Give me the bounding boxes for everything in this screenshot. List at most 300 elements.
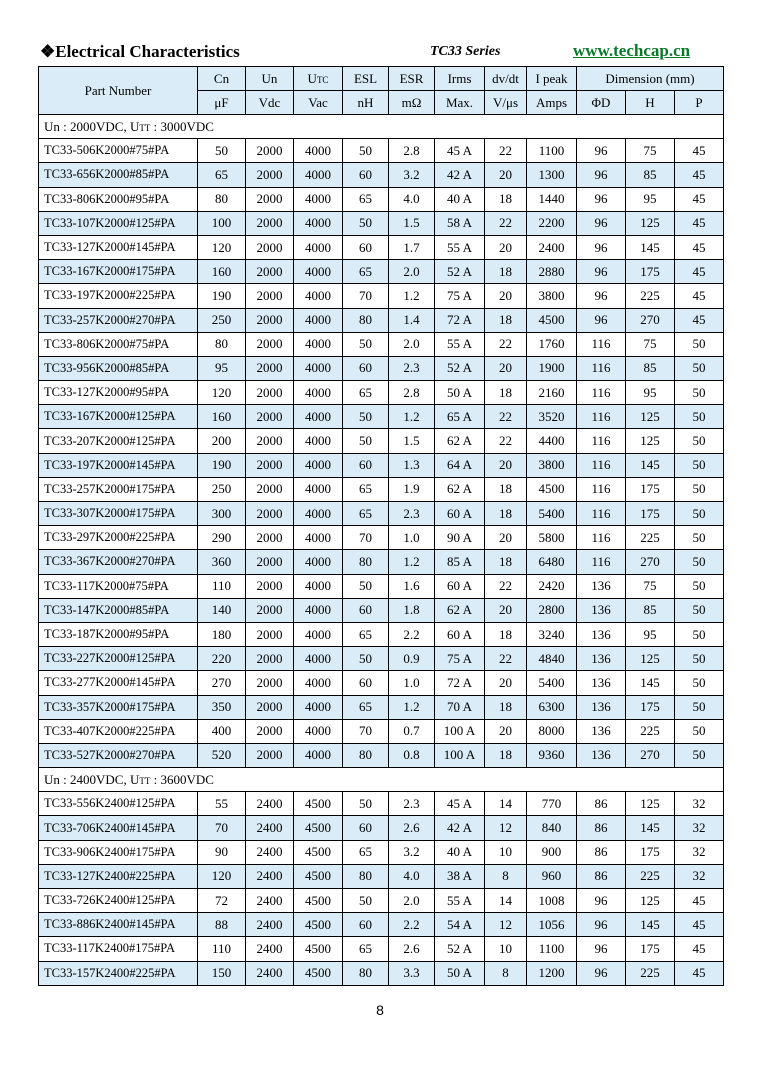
cell-cn: 120: [198, 864, 246, 888]
cell-cn: 160: [198, 405, 246, 429]
table-row: [39, 332, 724, 356]
cell-part-number: TC33-307K2000#175#PA: [39, 502, 198, 526]
cell-diameter: 96: [577, 211, 626, 235]
cell-part-number: TC33-706K2400#145#PA: [39, 816, 198, 840]
cell-utc: 4000: [294, 308, 343, 332]
cell-irms: 50 A: [435, 961, 485, 985]
cell-part-number: TC33-277K2000#145#PA: [39, 671, 198, 695]
unit-irms: Max.: [435, 91, 485, 115]
series-name: TC33 Series: [430, 44, 501, 59]
cell-irms: 72 A: [435, 671, 485, 695]
cell-irms: 52 A: [435, 937, 485, 961]
cell-esl: 50: [343, 405, 389, 429]
cell-esr: 3.2: [389, 840, 435, 864]
cell-un: 2000: [246, 429, 294, 453]
cell-diameter: 96: [577, 937, 626, 961]
cell-un: 2000: [246, 550, 294, 574]
cell-esr: 1.2: [389, 405, 435, 429]
cell-un: 2000: [246, 139, 294, 163]
cell-esl: 60: [343, 235, 389, 259]
table-row: [39, 816, 724, 840]
cell-esr: 1.4: [389, 308, 435, 332]
cell-utc: 4000: [294, 550, 343, 574]
unit-utc: Vac: [294, 91, 343, 115]
cell-esl: 50: [343, 139, 389, 163]
cell-esl: 65: [343, 381, 389, 405]
cell-diameter: 86: [577, 864, 626, 888]
cell-utc: 4000: [294, 284, 343, 308]
cell-part-number: TC33-806K2000#95#PA: [39, 187, 198, 211]
cell-cn: 80: [198, 332, 246, 356]
table-row: [39, 235, 724, 259]
cell-esl: 65: [343, 187, 389, 211]
cell-height: 175: [626, 695, 675, 719]
cell-dvdt: 20: [485, 284, 527, 308]
cell-pitch: 45: [675, 889, 724, 913]
cell-utc: 4000: [294, 381, 343, 405]
cell-utc: 4000: [294, 332, 343, 356]
cell-utc: 4000: [294, 526, 343, 550]
col-dimension: Dimension (mm): [577, 67, 724, 91]
cell-part-number: TC33-227K2000#125#PA: [39, 647, 198, 671]
cell-irms: 54 A: [435, 913, 485, 937]
cell-utc: 4000: [294, 356, 343, 380]
table-body: [39, 115, 724, 986]
cell-un: 2000: [246, 356, 294, 380]
cell-esl: 60: [343, 356, 389, 380]
cell-pitch: 32: [675, 816, 724, 840]
cell-part-number: TC33-726K2400#125#PA: [39, 889, 198, 913]
cell-esl: 50: [343, 429, 389, 453]
cell-ipeak: 3800: [527, 284, 577, 308]
cell-diameter: 116: [577, 405, 626, 429]
cell-part-number: TC33-527K2000#270#PA: [39, 743, 198, 767]
cell-diameter: 116: [577, 502, 626, 526]
cell-pitch: 45: [675, 284, 724, 308]
cell-irms: 64 A: [435, 453, 485, 477]
cell-diameter: 116: [577, 477, 626, 501]
electrical-characteristics-table: [38, 66, 724, 986]
cell-pitch: 50: [675, 695, 724, 719]
group-header-row: [39, 115, 724, 139]
cell-height: 145: [626, 453, 675, 477]
cell-dvdt: 20: [485, 453, 527, 477]
cell-irms: 65 A: [435, 405, 485, 429]
cell-dvdt: 14: [485, 792, 527, 816]
cell-irms: 62 A: [435, 477, 485, 501]
cell-utc: 4000: [294, 622, 343, 646]
cell-diameter: 116: [577, 453, 626, 477]
cell-height: 175: [626, 840, 675, 864]
cell-esr: 1.7: [389, 235, 435, 259]
cell-esl: 50: [343, 574, 389, 598]
cell-utc: 4500: [294, 816, 343, 840]
cell-ipeak: 1440: [527, 187, 577, 211]
cell-pitch: 45: [675, 235, 724, 259]
cell-dvdt: 20: [485, 671, 527, 695]
unit-ipeak: Amps: [527, 91, 577, 115]
cell-cn: 250: [198, 308, 246, 332]
cell-part-number: TC33-117K2400#175#PA: [39, 937, 198, 961]
cell-esr: 2.3: [389, 502, 435, 526]
cell-ipeak: 900: [527, 840, 577, 864]
cell-dvdt: 18: [485, 622, 527, 646]
cell-height: 125: [626, 405, 675, 429]
cell-pitch: 32: [675, 864, 724, 888]
cell-diameter: 86: [577, 840, 626, 864]
cell-un: 2000: [246, 647, 294, 671]
cell-diameter: 116: [577, 550, 626, 574]
cell-pitch: 50: [675, 550, 724, 574]
cell-cn: 90: [198, 840, 246, 864]
cell-utc: 4000: [294, 429, 343, 453]
cell-esr: 2.0: [389, 332, 435, 356]
cell-cn: 190: [198, 453, 246, 477]
section-title: ❖Electrical Characteristics: [40, 42, 240, 61]
table-row: [39, 163, 724, 187]
cell-esr: 1.2: [389, 284, 435, 308]
cell-ipeak: 9360: [527, 743, 577, 767]
cell-cn: 290: [198, 526, 246, 550]
table-row: [39, 622, 724, 646]
cell-dvdt: 22: [485, 405, 527, 429]
cell-ipeak: 3520: [527, 405, 577, 429]
cell-utc: 4000: [294, 671, 343, 695]
cell-un: 2400: [246, 792, 294, 816]
col-esr: ESR: [389, 67, 435, 91]
unit-dvdt: V/μs: [485, 91, 527, 115]
cell-esl: 70: [343, 284, 389, 308]
cell-un: 2400: [246, 816, 294, 840]
cell-utc: 4000: [294, 502, 343, 526]
cell-ipeak: 3240: [527, 622, 577, 646]
cell-un: 2400: [246, 961, 294, 985]
cell-part-number: TC33-656K2000#85#PA: [39, 163, 198, 187]
cell-ipeak: 6300: [527, 695, 577, 719]
cell-height: 95: [626, 187, 675, 211]
cell-esr: 2.2: [389, 622, 435, 646]
table-row: [39, 647, 724, 671]
cell-dvdt: 18: [485, 187, 527, 211]
cell-pitch: 50: [675, 526, 724, 550]
cell-height: 125: [626, 429, 675, 453]
cell-esl: 80: [343, 961, 389, 985]
cell-dvdt: 20: [485, 235, 527, 259]
cell-cn: 55: [198, 792, 246, 816]
cell-un: 2000: [246, 284, 294, 308]
cell-cn: 200: [198, 429, 246, 453]
cell-pitch: 50: [675, 719, 724, 743]
table-row: [39, 840, 724, 864]
table-row: [39, 937, 724, 961]
cell-height: 75: [626, 139, 675, 163]
cell-diameter: 136: [577, 574, 626, 598]
cell-utc: 4000: [294, 743, 343, 767]
cell-irms: 72 A: [435, 308, 485, 332]
cell-pitch: 45: [675, 187, 724, 211]
cell-cn: 65: [198, 163, 246, 187]
cell-cn: 250: [198, 477, 246, 501]
cell-utc: 4000: [294, 139, 343, 163]
cell-dvdt: 18: [485, 381, 527, 405]
cell-ipeak: 2800: [527, 598, 577, 622]
group-label: Un : 2400VDC, UTT : 3600VDC: [39, 768, 724, 792]
cell-irms: 100 A: [435, 719, 485, 743]
cell-height: 85: [626, 598, 675, 622]
cell-esr: 1.2: [389, 550, 435, 574]
cell-esl: 80: [343, 308, 389, 332]
unit-diameter: ΦD: [577, 91, 626, 115]
cell-un: 2000: [246, 719, 294, 743]
cell-un: 2000: [246, 405, 294, 429]
col-ipeak: I peak: [527, 67, 577, 91]
cell-un: 2000: [246, 502, 294, 526]
cell-un: 2400: [246, 937, 294, 961]
cell-dvdt: 20: [485, 356, 527, 380]
cell-height: 145: [626, 671, 675, 695]
cell-utc: 4500: [294, 792, 343, 816]
cell-pitch: 50: [675, 477, 724, 501]
unit-un: Vdc: [246, 91, 294, 115]
table-row: [39, 502, 724, 526]
unit-height: H: [626, 91, 675, 115]
cell-height: 125: [626, 647, 675, 671]
cell-esr: 1.0: [389, 526, 435, 550]
cell-irms: 52 A: [435, 260, 485, 284]
cell-cn: 80: [198, 187, 246, 211]
cell-esl: 65: [343, 695, 389, 719]
cell-part-number: TC33-167K2000#125#PA: [39, 405, 198, 429]
group-header-row: [39, 768, 724, 792]
cell-part-number: TC33-886K2400#145#PA: [39, 913, 198, 937]
cell-utc: 4000: [294, 598, 343, 622]
cell-cn: 95: [198, 356, 246, 380]
cell-part-number: TC33-357K2000#175#PA: [39, 695, 198, 719]
cell-height: 225: [626, 284, 675, 308]
table-row: [39, 574, 724, 598]
cell-height: 85: [626, 356, 675, 380]
cell-ipeak: 4500: [527, 308, 577, 332]
cell-ipeak: 1008: [527, 889, 577, 913]
cell-cn: 88: [198, 913, 246, 937]
cell-dvdt: 18: [485, 502, 527, 526]
cell-esr: 2.6: [389, 937, 435, 961]
cell-cn: 100: [198, 211, 246, 235]
cell-diameter: 136: [577, 598, 626, 622]
cell-ipeak: 1760: [527, 332, 577, 356]
cell-cn: 350: [198, 695, 246, 719]
cell-diameter: 116: [577, 429, 626, 453]
cell-ipeak: 2200: [527, 211, 577, 235]
cell-pitch: 50: [675, 671, 724, 695]
cell-irms: 60 A: [435, 574, 485, 598]
cell-dvdt: 18: [485, 743, 527, 767]
cell-height: 270: [626, 743, 675, 767]
col-dvdt: dv/dt: [485, 67, 527, 91]
cell-utc: 4000: [294, 235, 343, 259]
cell-ipeak: 4840: [527, 647, 577, 671]
cell-ipeak: 2400: [527, 235, 577, 259]
cell-ipeak: 5400: [527, 502, 577, 526]
cell-irms: 70 A: [435, 695, 485, 719]
cell-un: 2000: [246, 622, 294, 646]
cell-esr: 4.0: [389, 864, 435, 888]
cell-utc: 4500: [294, 889, 343, 913]
unit-esl: nH: [343, 91, 389, 115]
cell-dvdt: 22: [485, 647, 527, 671]
cell-esl: 70: [343, 719, 389, 743]
cell-diameter: 136: [577, 622, 626, 646]
cell-dvdt: 10: [485, 840, 527, 864]
cell-diameter: 96: [577, 163, 626, 187]
cell-dvdt: 20: [485, 163, 527, 187]
cell-utc: 4500: [294, 840, 343, 864]
cell-part-number: TC33-207K2000#125#PA: [39, 429, 198, 453]
cell-un: 2000: [246, 235, 294, 259]
page-header: [40, 40, 720, 64]
cell-ipeak: 4400: [527, 429, 577, 453]
cell-cn: 520: [198, 743, 246, 767]
cell-esr: 4.0: [389, 187, 435, 211]
table-row: [39, 211, 724, 235]
col-cn: Cn: [198, 67, 246, 91]
col-un: Un: [246, 67, 294, 91]
cell-dvdt: 22: [485, 332, 527, 356]
cell-height: 145: [626, 816, 675, 840]
cell-diameter: 136: [577, 743, 626, 767]
cell-diameter: 136: [577, 647, 626, 671]
cell-dvdt: 20: [485, 526, 527, 550]
cell-pitch: 32: [675, 792, 724, 816]
cell-part-number: TC33-906K2400#175#PA: [39, 840, 198, 864]
cell-cn: 160: [198, 260, 246, 284]
cell-esl: 60: [343, 163, 389, 187]
cell-irms: 55 A: [435, 235, 485, 259]
cell-esl: 60: [343, 671, 389, 695]
cell-dvdt: 20: [485, 598, 527, 622]
cell-pitch: 45: [675, 937, 724, 961]
cell-utc: 4500: [294, 937, 343, 961]
cell-un: 2400: [246, 913, 294, 937]
cell-pitch: 45: [675, 211, 724, 235]
cell-part-number: TC33-117K2000#75#PA: [39, 574, 198, 598]
cell-irms: 60 A: [435, 502, 485, 526]
cell-diameter: 96: [577, 187, 626, 211]
cell-part-number: TC33-407K2000#225#PA: [39, 719, 198, 743]
cell-esl: 65: [343, 260, 389, 284]
cell-ipeak: 770: [527, 792, 577, 816]
cell-cn: 180: [198, 622, 246, 646]
cell-height: 270: [626, 550, 675, 574]
table-row: [39, 308, 724, 332]
cell-height: 175: [626, 260, 675, 284]
cell-utc: 4000: [294, 477, 343, 501]
unit-cn: μF: [198, 91, 246, 115]
cell-irms: 42 A: [435, 816, 485, 840]
cell-ipeak: 6480: [527, 550, 577, 574]
cell-diameter: 116: [577, 356, 626, 380]
cell-height: 75: [626, 574, 675, 598]
cell-part-number: TC33-157K2400#225#PA: [39, 961, 198, 985]
cell-esr: 2.3: [389, 356, 435, 380]
cell-height: 175: [626, 477, 675, 501]
table-row: [39, 550, 724, 574]
cell-part-number: TC33-556K2400#125#PA: [39, 792, 198, 816]
cell-dvdt: 18: [485, 477, 527, 501]
cell-un: 2000: [246, 526, 294, 550]
cell-irms: 55 A: [435, 332, 485, 356]
cell-part-number: TC33-127K2400#225#PA: [39, 864, 198, 888]
table-row: [39, 598, 724, 622]
table-row: [39, 526, 724, 550]
cell-diameter: 96: [577, 284, 626, 308]
cell-diameter: 86: [577, 816, 626, 840]
cell-esr: 3.3: [389, 961, 435, 985]
col-esl: ESL: [343, 67, 389, 91]
cell-irms: 50 A: [435, 381, 485, 405]
table-row: [39, 453, 724, 477]
cell-esr: 1.8: [389, 598, 435, 622]
cell-dvdt: 12: [485, 816, 527, 840]
cell-utc: 4000: [294, 695, 343, 719]
cell-cn: 270: [198, 671, 246, 695]
unit-esr: mΩ: [389, 91, 435, 115]
cell-un: 2400: [246, 889, 294, 913]
cell-pitch: 50: [675, 743, 724, 767]
cell-pitch: 50: [675, 453, 724, 477]
cell-cn: 140: [198, 598, 246, 622]
cell-un: 2000: [246, 743, 294, 767]
cell-height: 225: [626, 719, 675, 743]
cell-esr: 2.6: [389, 816, 435, 840]
cell-esr: 2.3: [389, 792, 435, 816]
cell-esr: 2.0: [389, 889, 435, 913]
cell-part-number: TC33-367K2000#270#PA: [39, 550, 198, 574]
cell-ipeak: 3800: [527, 453, 577, 477]
cell-ipeak: 1900: [527, 356, 577, 380]
table-row: [39, 743, 724, 767]
table-row: [39, 477, 724, 501]
cell-esl: 65: [343, 937, 389, 961]
cell-esr: 2.8: [389, 139, 435, 163]
cell-diameter: 86: [577, 792, 626, 816]
cell-height: 95: [626, 381, 675, 405]
cell-cn: 220: [198, 647, 246, 671]
table-row: [39, 913, 724, 937]
cell-height: 225: [626, 526, 675, 550]
website-link[interactable]: www.techcap.cn: [573, 41, 691, 60]
table-row: [39, 187, 724, 211]
cell-diameter: 96: [577, 913, 626, 937]
cell-irms: 100 A: [435, 743, 485, 767]
cell-pitch: 45: [675, 961, 724, 985]
cell-cn: 190: [198, 284, 246, 308]
cell-irms: 75 A: [435, 647, 485, 671]
cell-esl: 60: [343, 453, 389, 477]
cell-pitch: 50: [675, 429, 724, 453]
cell-esr: 3.2: [389, 163, 435, 187]
cell-pitch: 45: [675, 139, 724, 163]
cell-cn: 70: [198, 816, 246, 840]
cell-cn: 50: [198, 139, 246, 163]
table-row: [39, 889, 724, 913]
cell-dvdt: 14: [485, 889, 527, 913]
col-utc: UTC: [294, 67, 343, 91]
cell-part-number: TC33-147K2000#85#PA: [39, 598, 198, 622]
table-row: [39, 429, 724, 453]
table-row: [39, 961, 724, 985]
cell-utc: 4500: [294, 864, 343, 888]
